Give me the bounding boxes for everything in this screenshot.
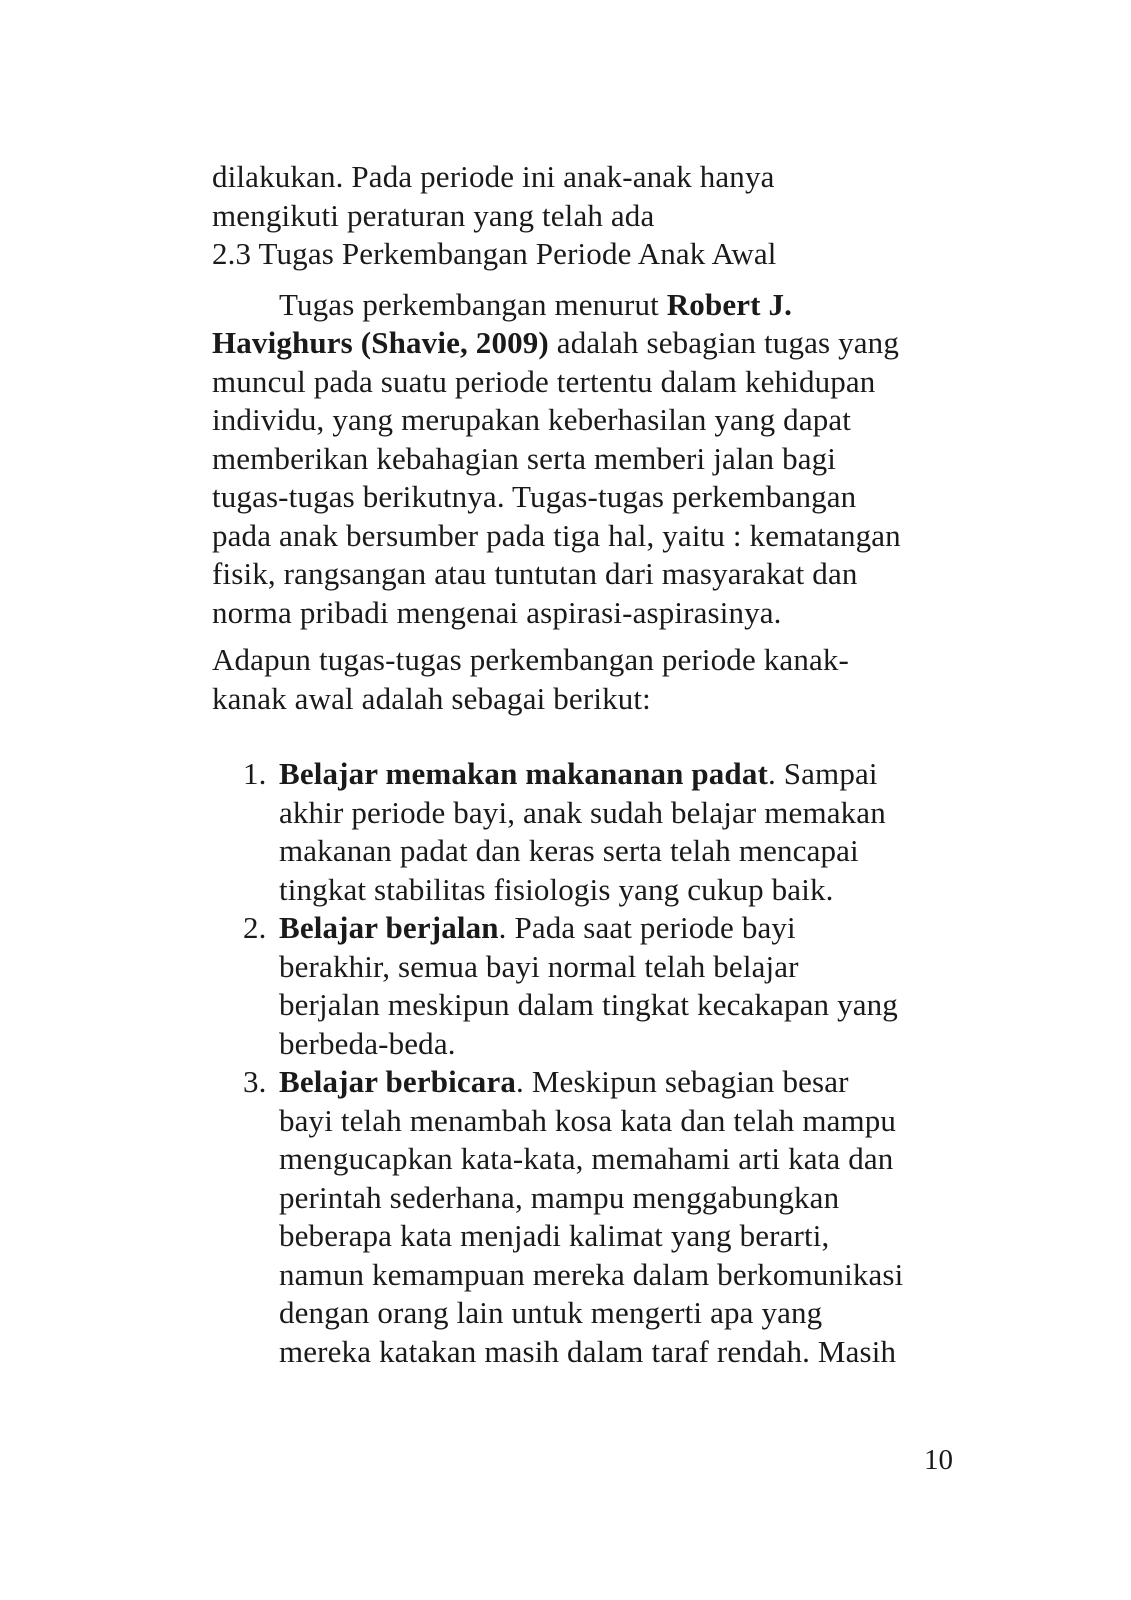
text-run: adalah sebagian tugas yang [548,325,899,360]
task-title: Belajar berjalan [279,910,499,945]
list-number: 3. [243,1064,267,1099]
author-citation: Robert J. [666,286,793,322]
main-paragraph [212,286,952,633]
text-line: bayi telah menambah kosa kata dan telah mampu [279,1102,897,1138]
text-line: fisik, rangsangan atau tuntutan dari masyarakat dan [212,556,858,591]
list-item [212,909,952,1063]
text-line: berjalan meskipun dalam tingkat kecakapan yang [279,987,898,1022]
text-line: individu, yang merupakan keberhasilan yang dapat [212,402,852,437]
text-line: akhir periode bayi, anak sudah belajar memakan [279,794,886,830]
text-run: Tugas perkembangan menurut [279,286,667,322]
author-citation: Havighurs (Shavie, 2009) [212,325,549,360]
task-list [212,755,952,1371]
text-line [279,755,952,794]
text-line: dilakukan. Pada periode ini anak-anak hanya [212,159,775,194]
text-line: kanak awal adalah sebagai berikut: [212,680,651,716]
text-line [279,1063,952,1102]
text-line: tugas-tugas berikutnya. Tugas-tugas perkembangan [212,479,857,514]
list-number: 2. [243,910,267,945]
task-title: Belajar memakan makananan padat [279,756,768,791]
text-line: memberikan kebahagian serta memberi jalan bagi [212,440,837,476]
text-line: tingkat stabilitas fisiologis yang cukup baik. [279,871,834,907]
text-line: perintah sederhana, mampu menggabungkan [279,1179,840,1215]
list-item [212,1063,952,1371]
text-line: muncul pada suatu periode tertentu dalam kehidupan [212,363,876,399]
page-body [212,158,952,1371]
text-line: mereka katakan masih dalam taraf rendah. Masih [279,1333,897,1369]
text-line: Adapun tugas-tugas perkembangan periode kanak- [212,642,850,677]
text-line [279,909,952,948]
continuation-paragraph [212,158,952,235]
text-line: pada anak bersumber pada tiga hal, yaitu : kematangan [212,517,901,553]
text-line: beberapa kata menjadi kalimat yang berarti, [279,1218,830,1253]
text-line: namun kemampuan mereka dalam berkomunikasi [279,1256,904,1292]
list-item [212,755,952,909]
text-run: . Sampai [767,756,878,791]
page-number: 10 [924,1444,953,1476]
text-run: . Pada saat periode bayi [498,910,796,945]
task-title: Belajar berbicara [279,1064,517,1099]
text-line: dengan orang lain untuk mengerti apa yang [279,1295,823,1330]
text-line [212,286,952,325]
text-line: makanan padat dan keras serta telah mencapai [279,833,859,868]
text-line: mengucapkan kata-kata, memahami arti kata dan [279,1141,894,1176]
section-heading: 2.3 Tugas Perkembangan Periode Anak Awal [212,236,777,271]
text-line: berbeda-beda. [279,1025,456,1061]
text-line [212,324,952,363]
list-number: 1. [243,756,267,791]
intro-paragraph [212,641,952,718]
text-line: norma pribadi mengenai aspirasi-aspirasinya. [212,594,782,630]
text-run: . Meskipun sebagian besar [516,1064,849,1099]
text-line: berakhir, semua bayi normal telah belajar [279,948,799,984]
text-line: mengikuti peraturan yang telah ada [212,197,655,233]
